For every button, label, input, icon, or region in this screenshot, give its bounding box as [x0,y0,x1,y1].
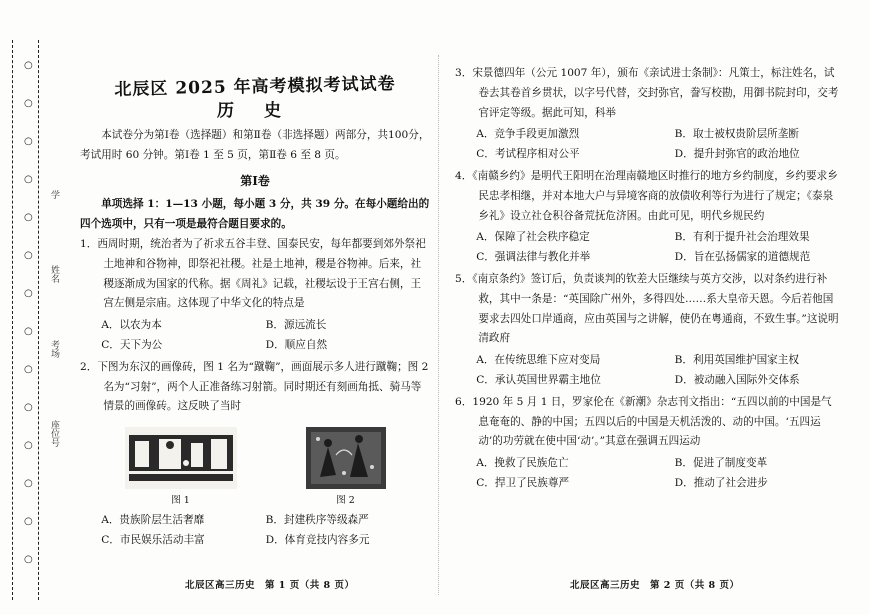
binding-hole-icon: ○ [24,136,33,147]
binding-label-seat: 座位号 [49,420,59,447]
right-page-footer: 北辰区高三历史 第 2 页（共 8 页） [570,580,740,591]
figure-1 [125,427,237,509]
question-2-options [101,511,430,551]
binding-hole-icon: ○ [24,364,33,375]
q1-option-b[interactable]: B．源远流长 [265,319,327,332]
q6-option-a[interactable]: A．挽救了民族危亡 [476,457,569,470]
question-3-options [476,125,840,165]
binding-label-name: 姓名 [49,265,59,283]
exam-subject: 历 史 [217,101,293,121]
exam-intro: 本试卷分为第Ⅰ卷（选择题）和第Ⅱ卷（非选择题）两部分，共100分，考试用时 60 分钟。第Ⅰ卷 1 至 5 页，第Ⅱ卷 6 至 8 页。 [80,129,430,161]
exam-title: 北辰区 2025 年高考模拟考试试卷 [114,74,396,100]
q2-option-b[interactable]: B．封建秩序等级森严 [265,514,369,527]
section-heading: 第Ⅰ卷 [240,173,270,188]
q2-option-a[interactable]: A．贵族阶层生活奢靡 [101,514,205,527]
q1-option-c[interactable]: C．天下为公 [101,338,163,351]
binding-hole-icon: ○ [24,60,33,71]
binding-hole-icon: ○ [24,288,33,299]
binding-hole-icon: ○ [24,174,33,185]
figure-2-caption: 图 2 [336,495,355,507]
binding-hole-icon: ○ [24,516,33,527]
q1-option-a[interactable]: A．以农为本 [101,319,162,332]
question-2-figures [90,427,420,509]
archery-brick-image [306,427,386,489]
binding-label-school: 学 [49,190,59,199]
binding-label-room: 考场 [49,340,59,358]
q3-option-c[interactable]: C．考试程序相对公平 [476,148,580,161]
q3-option-d[interactable]: D．提升封弥官的政治地位 [674,148,800,161]
figure-2 [306,427,386,509]
question-6-stem: 6．1920 年 5 月 1 日，罗家伦在《新潮》杂志刊文指出：“五四以前的中国是气息奄奄的、静的中国；五四以后的中国是天机活泼的、动的中国。‘五四运动’的功劳就在使中国‘动’。”其意在强调五四运动 [455,395,832,448]
q2-option-c[interactable]: C．市民娱乐活动丰富 [101,533,205,546]
binding-hole-icon: ○ [24,250,33,261]
q5-option-b[interactable]: B．利用英国维护国家主权 [674,354,799,367]
question-1-stem: 1．西周时期，统治者为了祈求五谷丰登、国泰民安，每年都要到郊外祭祀土地神和谷物神，即祭祀社稷。社是土地神，稷是谷物神。后来，社稷逐渐成为国家的代称。据《周礼》记载，社稷坛设于王宫右侧，王宫左侧是宗庙。这体现了中华文化的特点是 [80,237,426,310]
binding-hole-icon: ○ [24,554,33,565]
q4-option-a[interactable]: A．保障了社会秩序稳定 [476,231,590,244]
question-1-options [101,316,430,356]
q4-option-b[interactable]: B．有利于提升社会治理效果 [674,231,810,244]
q4-option-d[interactable]: D．旨在弘扬儒家的道德规范 [674,251,811,264]
seal-line-outer [12,40,13,600]
question-6-options [476,454,840,494]
question-3-stem: 3．宋景德四年（公元 1007 年），颁布《亲试进士条制》：凡策士，标注姓名，试卷去其卷首乡贯状，以字号代替，交封弥官，誊写校勘，用御书院封印，交考官评定等级。据此可知，科举 [455,67,839,119]
q5-option-c[interactable]: C．承认英国世界霸主地位 [476,373,601,386]
question-5-stem: 5．《南京条约》签订后，负责谈判的钦差大臣继续与英方交涉，以对条约进行补救，其中一条是：“英国除广州外，多得四处……系大皇帝天恩。今后若他国要求去四处口岸通商，应由英国与之讲解，使仍在粤通商，不致生事。”这说明清政府 [455,272,839,345]
q6-option-c[interactable]: C．捍卫了民族尊严 [476,476,570,489]
question-5-options [476,351,840,391]
q1-option-d[interactable]: D．顺应自然 [265,338,328,351]
binding-hole-icon: ○ [24,326,33,337]
q6-option-b[interactable]: B．促进了制度变革 [674,457,768,470]
cuju-brick-image [125,427,237,489]
question-4-stem: 4．《南赣乡约》是明代王阳明在治理南赣地区时推行的地方乡约制度，乡约要求乡民忠孝相继，并对本地大户与异境客商的放债收利等行为进行了规定；《泰泉乡礼》设立社仓积谷备荒抚危济困。由此可见，明代乡规民约 [455,169,838,222]
binding-hole-icon: ○ [24,402,33,413]
binding-hole-icon: ○ [24,478,33,489]
binding-hole-icon: ○ [24,98,33,109]
q3-option-a[interactable]: A．竞争手段更加激烈 [476,128,580,141]
binding-margin [4,40,60,600]
q5-option-a[interactable]: A．在传统思维下应对变局 [476,354,601,367]
right-page [455,64,840,496]
q5-option-d[interactable]: D．被动融入国际外交体系 [674,373,800,386]
q4-option-c[interactable]: C．强调法律与教化并举 [476,251,591,264]
left-page-footer: 北辰区高三历史 第 1 页（共 8 页） [185,580,355,591]
question-2-stem: 2．下图为东汉的画像砖，图 1 名为“蹴鞠”，画面展示多人进行蹴鞠；图 2 名为“习射”，两个人正准备练习射箭。同时期还有刻画角抵、骑马等情景的画像砖。这反映了当时 [80,360,429,413]
q2-option-d[interactable]: D．体育竞技内容多元 [265,533,370,546]
section-instructions: 单项选择 1：1—13 小题，每小题 3 分，共 39 分。在每小题给出的四个选项中，只有一项是最符合题目要求的。 [80,198,430,231]
figure-1-caption: 图 1 [171,495,190,507]
seal-line-inner [38,40,39,600]
page-fold-divider [438,55,439,595]
question-4-options [476,228,840,268]
q6-option-d[interactable]: D．推动了社会进步 [674,476,768,489]
q3-option-b[interactable]: B．取士被权贵阶层所垄断 [674,128,799,141]
binding-hole-icon: ○ [24,440,33,451]
left-page [80,60,430,553]
binding-hole-icon: ○ [24,212,33,223]
